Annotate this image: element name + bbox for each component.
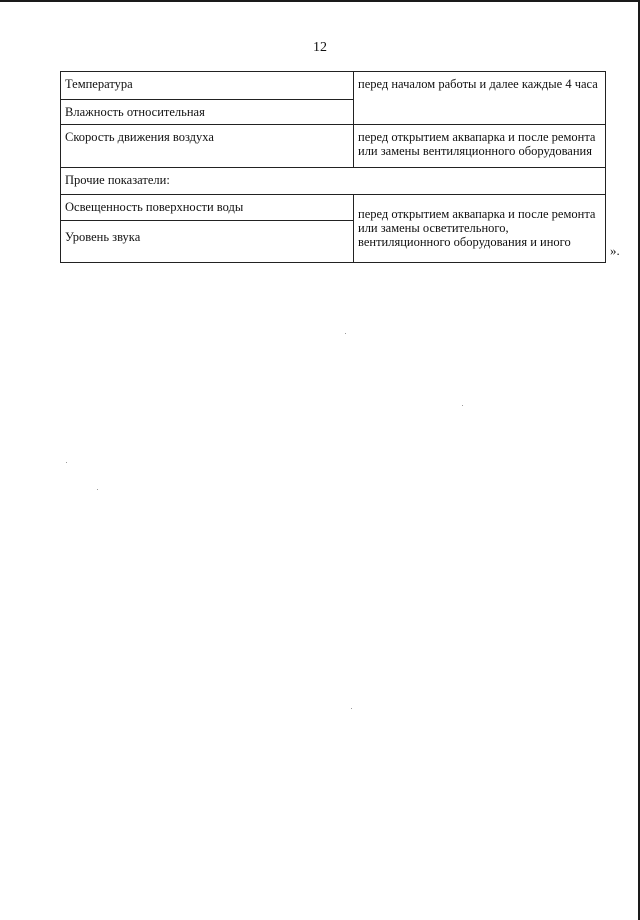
table-row (61, 125, 606, 168)
scan-speck (345, 333, 346, 334)
frequency-cell: перед началом работы и далее каждые 4 часа (354, 72, 606, 125)
scan-speck (66, 462, 67, 463)
monitoring-table (60, 71, 606, 263)
page-number: 12 (313, 40, 327, 55)
table-row (61, 72, 606, 100)
closing-quote: ». (610, 243, 620, 258)
parameter-cell: Уровень звука (61, 221, 354, 263)
parameter-cell: Влажность относительная (61, 100, 354, 125)
scan-speck (97, 489, 98, 490)
table-row (61, 168, 606, 195)
page-edge-top (0, 0, 640, 2)
parameter-cell: Скорость движения воздуха (61, 125, 354, 168)
frequency-cell: перед открытием аквапарка и после ремонта или замены вентиляционного оборудования (354, 125, 606, 168)
section-header-cell: Прочие показатели: (61, 168, 606, 195)
scan-speck (351, 708, 352, 709)
scan-speck (462, 405, 463, 406)
parameter-cell: Температура (61, 72, 354, 100)
parameter-cell: Освещенность поверхности воды (61, 195, 354, 221)
frequency-cell: перед открытием аквапарка и после ремонта или замены осветительного, вентиляционного оборудования и иного (354, 195, 606, 263)
table-row (61, 195, 606, 221)
